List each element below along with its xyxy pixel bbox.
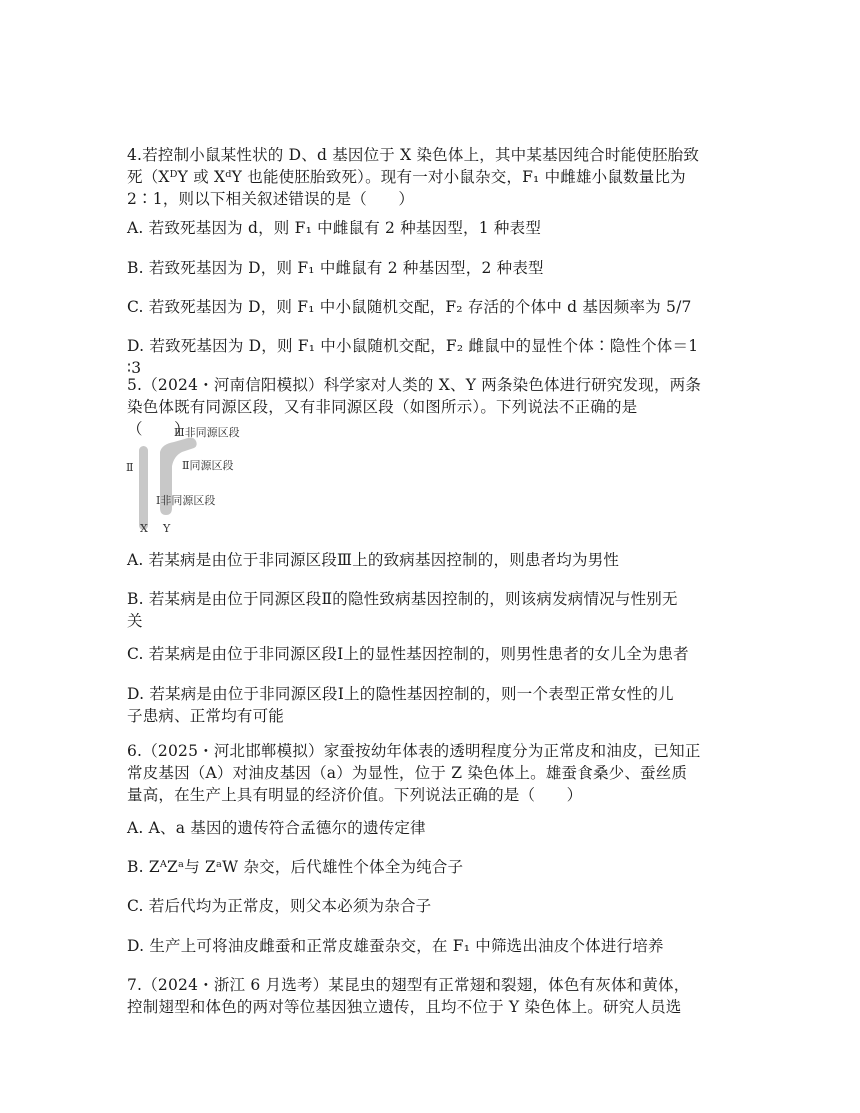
question-5-option-a: A. 若某病是由位于非同源区段Ⅲ上的致病基因控制的，则患者均为男性 xyxy=(127,551,620,569)
xy-chromosome-figure xyxy=(122,422,262,540)
label-i-nonhomologous: Ⅰ非同源区段 xyxy=(156,494,216,507)
text-line: 4.若控制小鼠某性状的 D、d 基因位于 X 染色体上，其中某基因纯合时能使胚胎致 xyxy=(127,146,700,164)
label-x: X xyxy=(140,522,148,535)
question-4-option-b: B. 若致死基因为 D，则 F₁ 中雌鼠有 2 种基因型，2 种表型 xyxy=(127,259,544,277)
text-line: 死（XᴰY 或 XᵈY 也能使胚胎致死）。现有一对小鼠杂交，F₁ 中雌雄小鼠数量比为 xyxy=(127,168,686,186)
question-4-option-a: A. 若致死基因为 d，则 F₁ 中雌鼠有 2 种基因型，1 种表型 xyxy=(127,219,542,237)
text-line: 2∶1，则以下相关叙述错误的是（ ） xyxy=(127,190,415,208)
question-7-stem: 7.（2024・浙江 6 月选考）某昆虫的翅型有正常翅和裂翅，体色有灰体和黄体， 控制翅型和体色的两对等位基因独立遗传，且均不位于 Y 染色体上。研究人员选 xyxy=(127,976,690,1016)
question-5-stem: 5.（2024・河南信阳模拟）科学家对人类的 X、Y 两条染色体进行研究发现，两条 染色体既有同源区段，又有非同源区段（如图所示）。下列说法不正确的是 （ ） xyxy=(127,376,702,438)
question-5-option-d: D. 若某病是由位于非同源区段Ⅰ上的隐性基因控制的，则一个表型正常女性的儿 子患病、正常均有可能 xyxy=(127,685,674,725)
question-4-option-d: D. 若致死基因为 D，则 F₁ 中小鼠随机交配，F₂ 雌鼠中的显性个体∶隐性个体＝1 ∶3 xyxy=(127,337,699,377)
question-4-option-c: C. 若致死基因为 D，则 F₁ 中小鼠随机交配，F₂ 存活的个体中 d 基因频率为 5/7 xyxy=(127,298,692,316)
label-y: Y xyxy=(163,522,171,535)
question-5-option-b: B. 若某病是由位于同源区段Ⅱ的隐性致病基因控制的，则该病发病情况与性别无 关 xyxy=(127,590,678,630)
question-6-option-d: D. 生产上可将油皮雌蚕和正常皮雄蚕杂交，在 F₁ 中筛选出油皮个体进行培养 xyxy=(127,937,664,955)
x-chromosome xyxy=(139,446,148,530)
label-ii-left: Ⅱ xyxy=(126,461,134,474)
question-6-option-b: B. ZᴬZᵃ与 ZᵃW 杂交，后代雄性个体全为纯合子 xyxy=(127,858,464,876)
label-ii-homologous: Ⅱ同源区段 xyxy=(182,459,234,472)
question-4-stem xyxy=(127,144,737,210)
question-6-option-c: C. 若后代均为正常皮，则父本必须为杂合子 xyxy=(127,897,432,915)
label-iii-nonhomologous: Ⅲ非同源区段 xyxy=(174,426,240,439)
question-5-option-c: C. 若某病是由位于非同源区段Ⅰ上的显性基因控制的，则男性患者的女儿全为患者 xyxy=(127,645,689,663)
question-6-stem: 6.（2025・河北邯郸模拟）家蚕按幼年体表的透明程度分为正常皮和油皮，已知正 常皮基因（A）对油皮基因（a）为显性，位于 Z 染色体上。雄蚕食桑少、蚕丝质 量高，在生产上具有明显的经济价值。下列说法正确的是（ ） xyxy=(127,742,701,804)
question-6-option-a: A. A、a 基因的遗传符合孟德尔的遗传定律 xyxy=(127,819,426,837)
